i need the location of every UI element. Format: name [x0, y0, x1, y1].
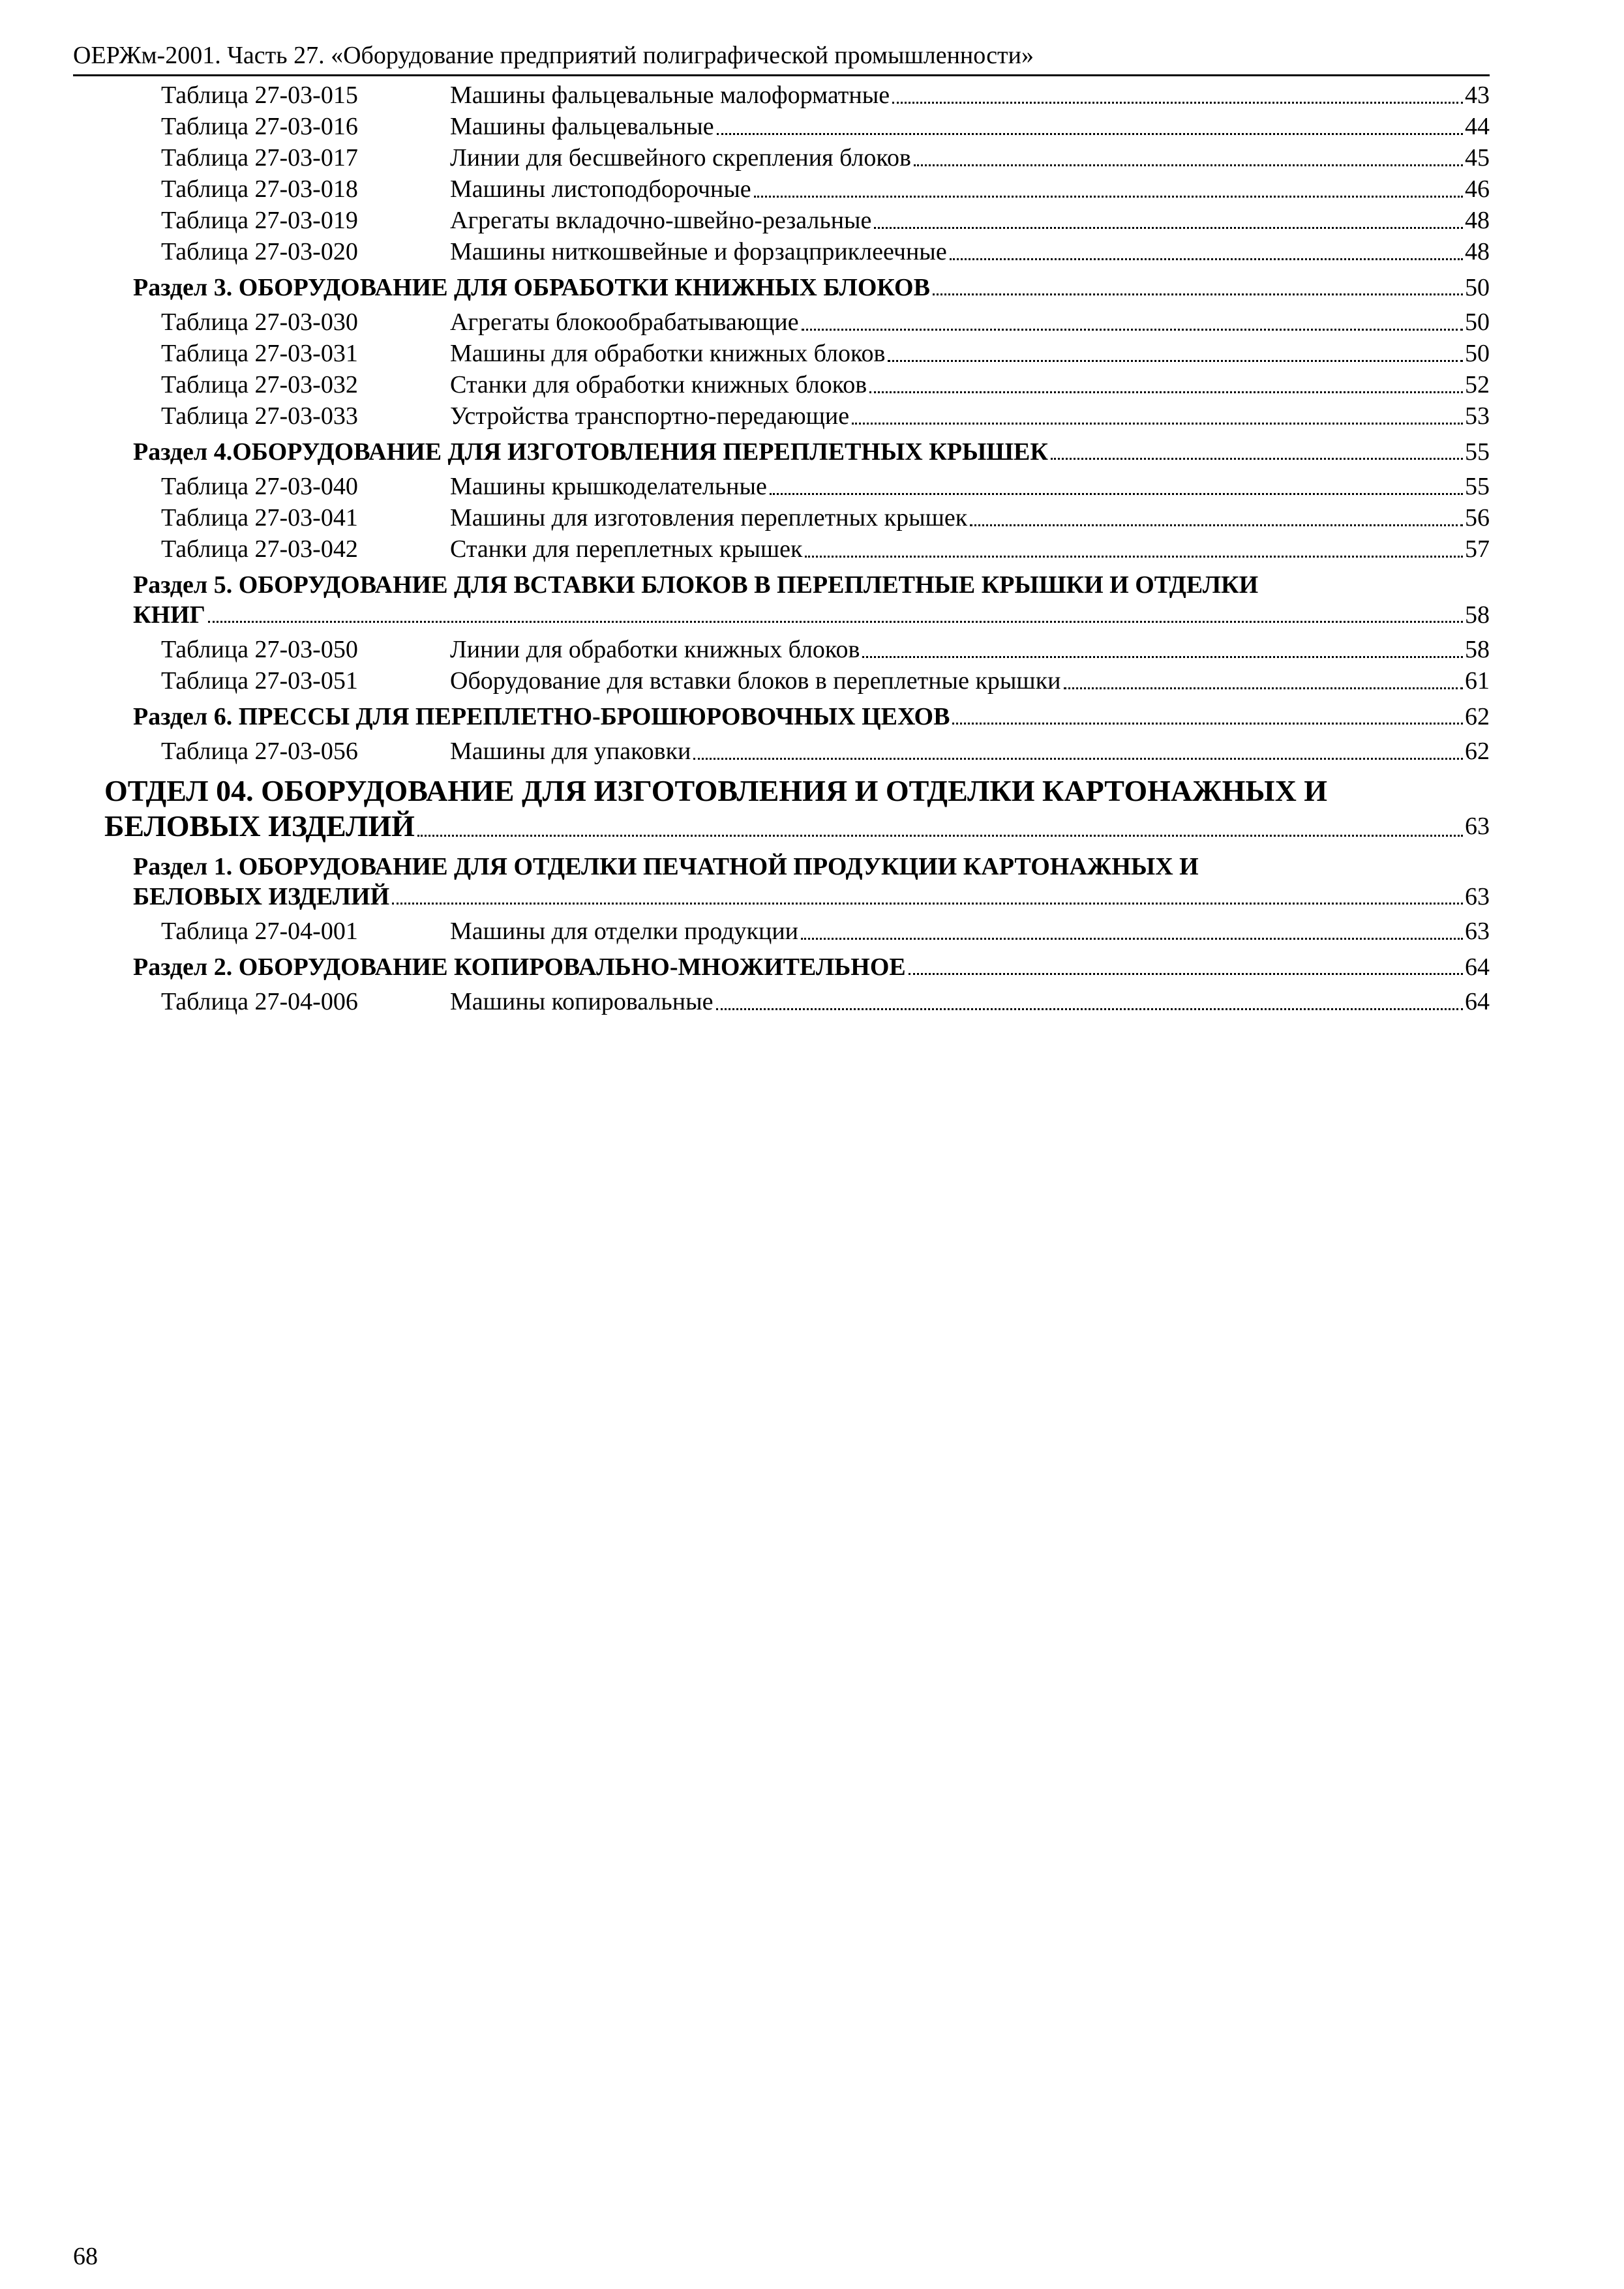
heading-line-1: Раздел 1. ОБОРУДОВАНИЕ ДЛЯ ОТДЕЛКИ ПЕЧАТНОЙ ПРОДУКЦИИ КАРТОНАЖНЫХ И	[133, 853, 1199, 880]
toc-table-entry	[73, 634, 1490, 665]
dot-leader	[392, 903, 1463, 905]
table-title: Машины для обработки книжных блоков	[450, 340, 886, 367]
toc-page-number: 64	[1465, 988, 1490, 1015]
dot-leader	[693, 758, 1463, 760]
table-of-contents	[73, 80, 1490, 1017]
dot-leader	[770, 493, 1463, 495]
toc-table-entry	[73, 916, 1490, 947]
toc-page-number: 44	[1465, 113, 1490, 140]
dot-leader	[852, 423, 1463, 425]
toc-page-number: 63	[1465, 918, 1490, 945]
heading-line-2: БЕЛОВЫХ ИЗДЕЛИЙ	[104, 809, 415, 843]
table-title: Машины копировальные	[450, 988, 714, 1015]
dot-leader	[909, 973, 1463, 975]
toc-razdel-heading	[73, 696, 1490, 736]
page-number: 68	[73, 2243, 98, 2270]
dot-leader	[717, 133, 1463, 135]
toc-razdel-heading	[73, 267, 1490, 307]
table-code: Таблица 27-03-051	[161, 667, 358, 695]
dot-leader	[1064, 687, 1464, 689]
table-code: Таблица 27-04-001	[161, 918, 358, 945]
table-title: Линии для обработки книжных блоков	[450, 636, 860, 663]
toc-page-number: 64	[1465, 953, 1490, 981]
dot-leader	[802, 329, 1463, 331]
toc-page-number: 55	[1465, 473, 1490, 500]
toc-page-number: 58	[1465, 601, 1490, 629]
toc-razdel-heading	[73, 846, 1490, 916]
toc-page-number: 50	[1465, 274, 1490, 301]
toc-page-number: 63	[1465, 813, 1490, 840]
page-header: ОЕРЖм-2001. Часть 27. «Оборудование предприятий полиграфической промышленности»	[73, 38, 1490, 76]
table-code: Таблица 27-03-019	[161, 207, 358, 234]
heading-line-2: БЕЛОВЫХ ИЗДЕЛИЙ	[133, 883, 390, 910]
table-code: Таблица 27-03-030	[161, 308, 358, 336]
toc-table-entry	[73, 502, 1490, 533]
heading-text: Раздел 4.ОБОРУДОВАНИЕ ДЛЯ ИЗГОТОВЛЕНИЯ ПЕРЕПЛЕТНЫХ КРЫШЕК	[133, 438, 1048, 466]
toc-otdel-heading	[73, 767, 1490, 846]
dot-leader	[716, 1008, 1464, 1010]
heading-text: Раздел 3. ОБОРУДОВАНИЕ ДЛЯ ОБРАБОТКИ КНИЖНЫХ БЛОКОВ	[133, 274, 930, 301]
toc-table-entry	[73, 80, 1490, 111]
toc-razdel-heading	[73, 947, 1490, 986]
table-title: Оборудование для вставки блоков в переплетные крышки	[450, 667, 1061, 695]
toc-page-number: 53	[1465, 402, 1490, 430]
table-code: Таблица 27-03-056	[161, 738, 358, 765]
dot-leader	[208, 621, 1463, 623]
table-title: Машины фальцевальные малоформатные	[450, 82, 890, 109]
toc-page-number: 61	[1465, 667, 1490, 695]
table-title: Машины для изготовления переплетных крышек	[450, 504, 968, 531]
table-code: Таблица 27-03-032	[161, 371, 358, 398]
table-title: Линии для бесшвейного скрепления блоков	[450, 144, 911, 172]
toc-table-entry	[73, 471, 1490, 502]
dot-leader	[801, 938, 1463, 940]
dot-leader	[970, 524, 1463, 526]
table-code: Таблица 27-03-020	[161, 238, 358, 265]
dot-leader	[417, 835, 1463, 837]
dot-leader	[950, 258, 1463, 260]
heading-line-1: Раздел 5. ОБОРУДОВАНИЕ ДЛЯ ВСТАВКИ БЛОКОВ В ПЕРЕПЛЕТНЫЕ КРЫШКИ И ОТДЕЛКИ	[133, 571, 1259, 599]
table-title: Машины листоподборочные	[450, 175, 751, 203]
dot-leader	[805, 556, 1463, 558]
toc-page-number: 48	[1465, 238, 1490, 265]
toc-table-entry	[73, 338, 1490, 369]
dot-leader	[892, 102, 1463, 104]
table-title: Машины фальцевальные	[450, 113, 714, 140]
toc-page-number: 63	[1465, 883, 1490, 910]
table-code: Таблица 27-03-040	[161, 473, 358, 500]
table-title: Машины для отделки продукции	[450, 918, 799, 945]
toc-table-entry	[73, 205, 1490, 236]
toc-page-number: 62	[1465, 703, 1490, 730]
toc-table-entry	[73, 665, 1490, 696]
toc-table-entry	[73, 111, 1490, 142]
dot-leader	[1051, 458, 1463, 460]
table-title: Машины крышкоделательные	[450, 473, 767, 500]
toc-razdel-heading	[73, 565, 1490, 634]
table-code: Таблица 27-03-050	[161, 636, 358, 663]
dot-leader	[869, 391, 1463, 393]
table-code: Таблица 27-03-041	[161, 504, 358, 531]
dot-leader	[754, 196, 1463, 198]
toc-page-number: 62	[1465, 738, 1490, 765]
dot-leader	[914, 164, 1463, 166]
toc-page-number: 56	[1465, 504, 1490, 531]
toc-page-number: 48	[1465, 207, 1490, 234]
toc-table-entry	[73, 173, 1490, 205]
table-code: Таблица 27-03-016	[161, 113, 358, 140]
toc-razdel-heading	[73, 432, 1490, 471]
dot-leader	[862, 656, 1463, 658]
toc-page-number: 50	[1465, 308, 1490, 336]
dot-leader	[888, 360, 1463, 362]
toc-table-entry	[73, 533, 1490, 565]
table-title: Машины ниткошвейные и форзацприклеечные	[450, 238, 947, 265]
toc-page-number: 46	[1465, 175, 1490, 203]
table-title: Агрегаты блокообрабатывающие	[450, 308, 799, 336]
table-title: Устройства транспортно-передающие	[450, 402, 850, 430]
toc-table-entry	[73, 986, 1490, 1017]
toc-table-entry	[73, 369, 1490, 400]
table-title: Станки для переплетных крышек	[450, 535, 803, 563]
heading-line-2-row	[133, 882, 1490, 912]
toc-table-entry	[73, 400, 1490, 432]
dot-leader	[952, 723, 1463, 725]
toc-table-entry	[73, 307, 1490, 338]
heading-line-2: КНИГ	[133, 601, 205, 629]
heading-text: Раздел 2. ОБОРУДОВАНИЕ КОПИРОВАЛЬНО-МНОЖИТЕЛЬНОЕ	[133, 953, 906, 981]
table-code: Таблица 27-03-033	[161, 402, 358, 430]
toc-page-number: 58	[1465, 636, 1490, 663]
toc-page-number: 52	[1465, 371, 1490, 398]
table-title: Станки для обработки книжных блоков	[450, 371, 867, 398]
toc-page-number: 55	[1465, 438, 1490, 466]
heading-line-1: ОТДЕЛ 04. ОБОРУДОВАНИЕ ДЛЯ ИЗГОТОВЛЕНИЯ И ОТДЕЛКИ КАРТОНАЖНЫХ И	[104, 774, 1328, 807]
table-code: Таблица 27-04-006	[161, 988, 358, 1015]
toc-table-entry	[73, 142, 1490, 173]
toc-page-number: 57	[1465, 535, 1490, 563]
table-code: Таблица 27-03-031	[161, 340, 358, 367]
toc-table-entry	[73, 236, 1490, 267]
toc-page-number: 50	[1465, 340, 1490, 367]
heading-text: Раздел 6. ПРЕССЫ ДЛЯ ПЕРЕПЛЕТНО-БРОШЮРОВОЧНЫХ ЦЕХОВ	[133, 703, 950, 730]
table-title: Машины для упаковки	[450, 738, 691, 765]
toc-page-number: 43	[1465, 82, 1490, 109]
toc-table-entry	[73, 736, 1490, 767]
table-title: Агрегаты вкладочно-швейно-резальные	[450, 207, 872, 234]
heading-line-2-row	[133, 600, 1490, 630]
heading-line-2-row	[104, 809, 1490, 844]
dot-leader	[933, 293, 1463, 295]
table-code: Таблица 27-03-017	[161, 144, 358, 172]
table-code: Таблица 27-03-015	[161, 82, 358, 109]
table-code: Таблица 27-03-042	[161, 535, 358, 563]
table-code: Таблица 27-03-018	[161, 175, 358, 203]
dot-leader	[874, 227, 1463, 229]
toc-page-number: 45	[1465, 144, 1490, 172]
